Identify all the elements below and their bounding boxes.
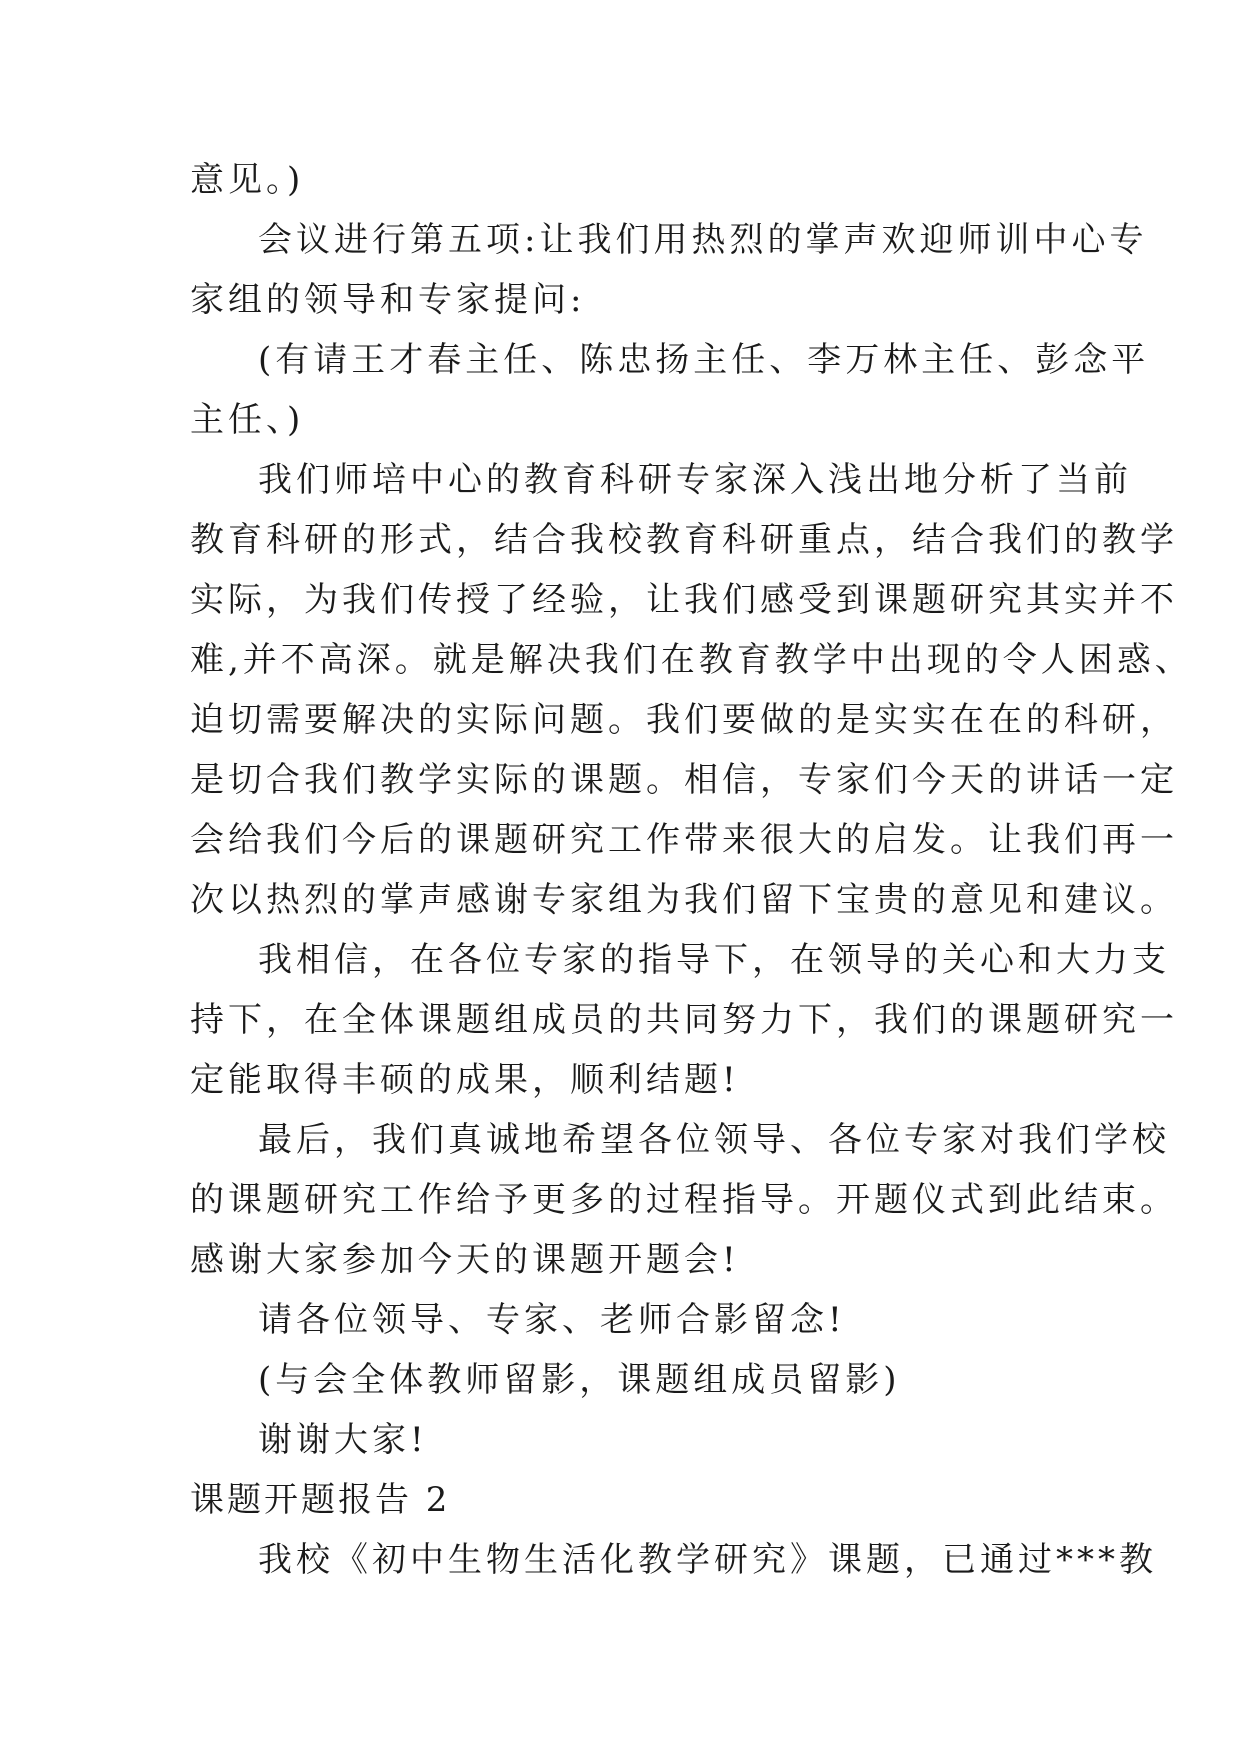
document-body — [190, 150, 1193, 1590]
text-line-11: 是切合我们教学实际的课题。相信，专家们今天的讲话一定 — [190, 760, 1178, 800]
text-line-14: 我相信，在各位专家的指导下，在领导的关心和大力支 — [258, 940, 1170, 980]
text-line-7: 教育科研的形式，结合我校教育科研重点，结合我们的教学 — [190, 520, 1178, 560]
text-line-9: 难,并不高深。就是解决我们在教育教学中出现的令人困惑、 — [190, 640, 1193, 680]
text-line-13: 次以热烈的掌声感谢专家组为我们留下宝贵的意见和建议。 — [190, 880, 1178, 920]
text-line-4: (有请王才春主任、陈忠扬主任、李万林主任、彭念平 — [258, 340, 1150, 380]
text-line-20: 请各位领导、专家、老师合影留念! — [258, 1300, 846, 1340]
text-line-17: 最后，我们真诚地希望各位领导、各位专家对我们学校 — [258, 1120, 1170, 1160]
text-line-15: 持下，在全体课题组成员的共同努力下，我们的课题研究一 — [190, 1000, 1178, 1040]
text-line-10: 迫切需要解决的实际问题。我们要做的是实实在在的科研， — [190, 700, 1178, 740]
text-line-6: 我们师培中心的教育科研专家深入浅出地分析了当前 — [258, 460, 1132, 500]
text-line-3: 家组的领导和专家提问: — [190, 280, 586, 320]
text-line-5: 主任、) — [190, 400, 305, 440]
section-heading: 课题开题报告 2 — [190, 1480, 451, 1520]
text-line-1: 意见。) — [190, 160, 305, 200]
text-line-22: 谢谢大家! — [258, 1420, 428, 1460]
text-line-18: 的课题研究工作给予更多的过程指导。开题仪式到此结束。 — [190, 1180, 1178, 1220]
text-line-24: 我校《初中生物生活化教学研究》课题，已通过***教 — [258, 1540, 1157, 1580]
text-line-8: 实际，为我们传授了经验，让我们感受到课题研究其实并不 — [190, 580, 1178, 620]
text-line-21: (与会全体教师留影，课题组成员留影) — [258, 1360, 901, 1400]
text-line-16: 定能取得丰硕的成果，顺利结题! — [190, 1060, 740, 1100]
text-line-2: 会议进行第五项:让我们用热烈的掌声欢迎师训中心专 — [258, 220, 1148, 260]
text-line-12: 会给我们今后的课题研究工作带来很大的启发。让我们再一 — [190, 820, 1178, 860]
text-line-19: 感谢大家参加今天的课题开题会! — [190, 1240, 740, 1280]
